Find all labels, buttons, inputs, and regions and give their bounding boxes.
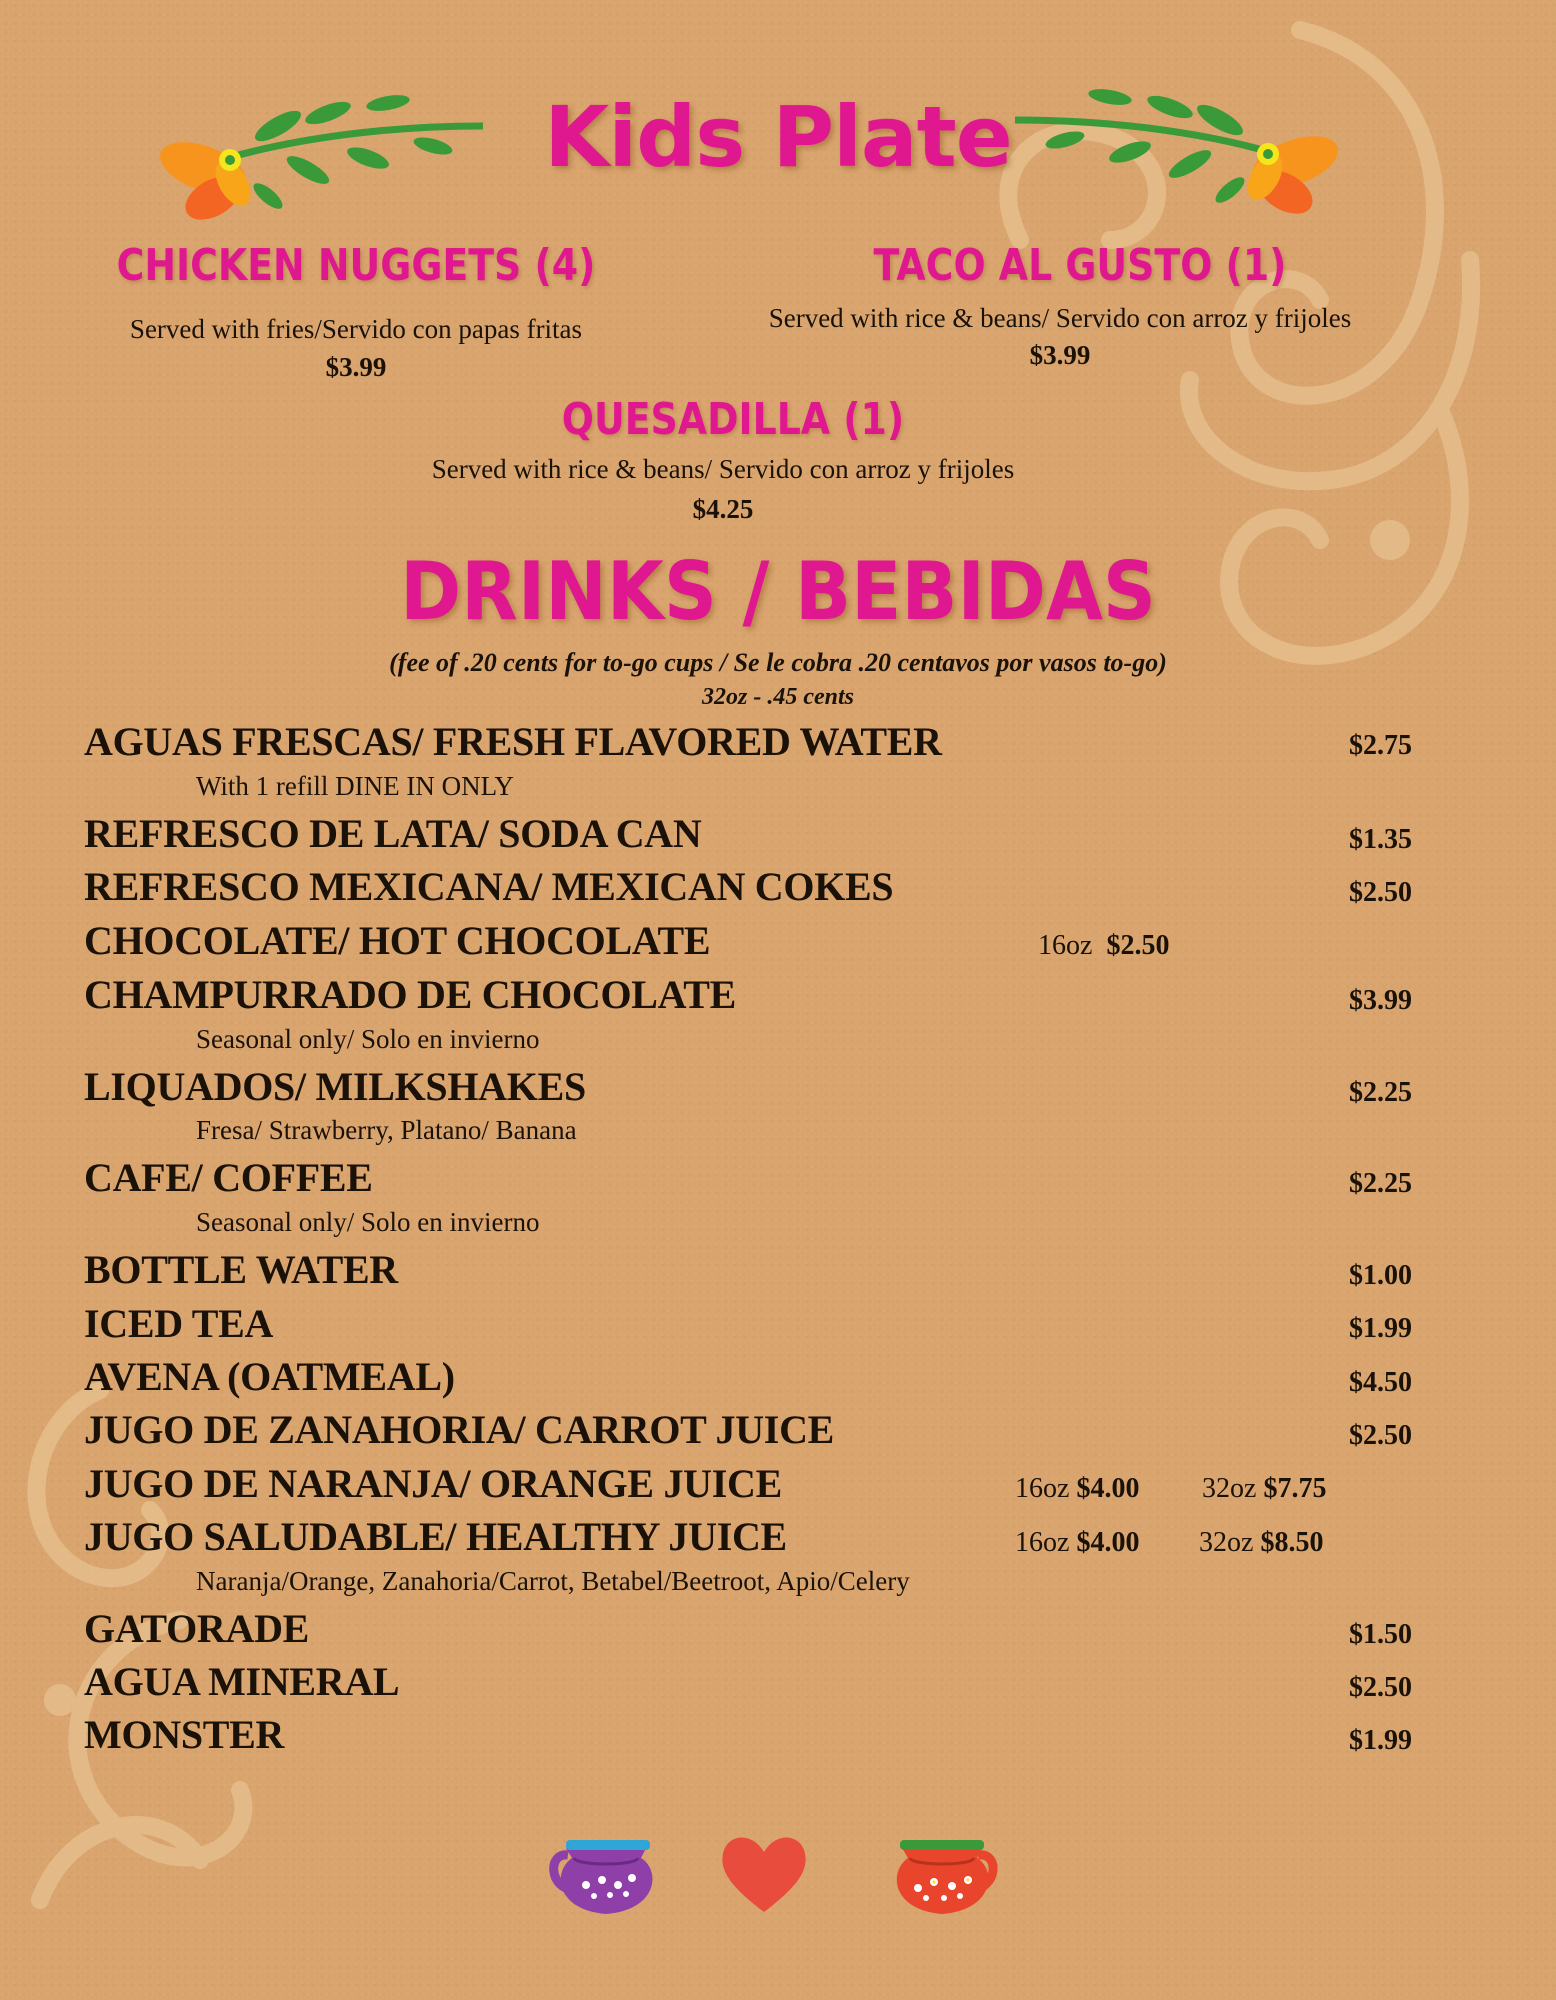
drink-name: LIQUADOS/ MILKSHAKES bbox=[84, 1064, 586, 1109]
drink-name: CHOCOLATE/ HOT CHOCOLATE bbox=[84, 918, 711, 963]
size-label: 32oz bbox=[1199, 1527, 1254, 1558]
drink-name: AVENA (OATMEAL) bbox=[84, 1354, 455, 1399]
drink-name: JUGO SALUDABLE/ HEALTHY JUICE bbox=[84, 1514, 787, 1559]
size-price bbox=[1015, 1473, 1139, 1505]
size-price-value: $8.50 bbox=[1260, 1527, 1324, 1558]
kids-item-price: $4.25 bbox=[692, 494, 754, 524]
drink-price: $1.99 bbox=[1349, 1313, 1412, 1344]
drink-price: $3.99 bbox=[1349, 985, 1412, 1016]
to-go-fee-note-32oz: 32oz - .45 cents bbox=[702, 684, 854, 710]
drink-price: $2.50 bbox=[1349, 877, 1412, 908]
drink-name: JUGO DE ZANAHORIA/ CARROT JUICE bbox=[84, 1407, 835, 1452]
drink-price: $2.50 bbox=[1349, 1672, 1412, 1703]
flower-branch-icon bbox=[1010, 72, 1340, 222]
kids-item-desc: Served with rice & beans/ Servido con arroz y frijoles bbox=[431, 454, 1015, 484]
drink-subtext: Fresa/ Strawberry, Platano/ Banana bbox=[196, 1115, 577, 1145]
to-go-fee-note: (fee of .20 cents for to-go cups / Se le cobra .20 centavos por vasos to-go) bbox=[389, 648, 1167, 677]
size-price-value: $4.00 bbox=[1076, 1527, 1140, 1558]
kids-item-name: QUESADILLA (1) bbox=[561, 394, 905, 445]
drink-name: REFRESCO DE LATA/ SODA CAN bbox=[84, 811, 702, 856]
drink-price: $1.99 bbox=[1349, 1725, 1412, 1756]
drink-price: $2.50 bbox=[1349, 1420, 1412, 1451]
clay-jar-icon bbox=[546, 1830, 666, 1920]
size-label: 32oz bbox=[1202, 1473, 1257, 1504]
drink-subtext: Naranja/Orange, Zanahoria/Carrot, Betabel/Beetroot, Apio/Celery bbox=[196, 1566, 910, 1596]
clay-jar-icon bbox=[882, 1830, 1002, 1920]
kids-plate-title: Kids Plate bbox=[544, 88, 1012, 186]
drink-name: AGUAS FRESCAS/ FRESH FLAVORED WATER bbox=[84, 719, 942, 764]
drink-name: AGUA MINERAL bbox=[84, 1659, 400, 1704]
size-label: 16oz bbox=[1015, 1473, 1070, 1504]
size-label: 16oz bbox=[1015, 1527, 1070, 1558]
drink-price: $4.50 bbox=[1349, 1367, 1412, 1398]
heart-icon bbox=[718, 1830, 810, 1916]
drink-price: $2.25 bbox=[1349, 1077, 1412, 1108]
kids-item-price: $3.99 bbox=[325, 352, 387, 382]
kids-item-desc: Served with rice & beans/ Servido con arroz y frijoles bbox=[768, 303, 1352, 333]
kids-item-name: TACO AL GUSTO (1) bbox=[873, 240, 1287, 291]
drink-price: $2.75 bbox=[1349, 730, 1412, 761]
drink-name: BOTTLE WATER bbox=[84, 1247, 398, 1292]
size-price bbox=[1015, 1527, 1139, 1559]
drink-price: $1.00 bbox=[1349, 1260, 1412, 1291]
size-label: 16oz bbox=[1038, 930, 1093, 961]
kids-item-name: CHICKEN NUGGETS (4) bbox=[116, 240, 596, 291]
drink-name: CAFE/ COFFEE bbox=[84, 1155, 373, 1200]
kids-item-price: $3.99 bbox=[1029, 340, 1091, 370]
drink-name: CHAMPURRADO DE CHOCOLATE bbox=[84, 972, 737, 1017]
drink-price: $1.50 bbox=[1349, 1619, 1412, 1650]
drink-name: ICED TEA bbox=[84, 1301, 274, 1346]
drink-name: REFRESCO MEXICANA/ MEXICAN COKES bbox=[84, 864, 894, 909]
drink-subtext: Seasonal only/ Solo en invierno bbox=[196, 1207, 540, 1237]
size-price bbox=[1202, 1473, 1326, 1505]
drink-price: $2.25 bbox=[1349, 1168, 1412, 1199]
drink-name: JUGO DE NARANJA/ ORANGE JUICE bbox=[84, 1461, 782, 1506]
drink-name: GATORADE bbox=[84, 1606, 310, 1651]
drinks-title: DRINKS / BEBIDAS bbox=[400, 545, 1156, 638]
drink-name: MONSTER bbox=[84, 1712, 285, 1757]
size-price-value: $4.00 bbox=[1076, 1473, 1140, 1504]
drink-subtext: With 1 refill DINE IN ONLY bbox=[196, 771, 514, 801]
size-price bbox=[1038, 930, 1169, 962]
size-price-value: $7.75 bbox=[1263, 1473, 1327, 1504]
size-price-value: $2.50 bbox=[1106, 930, 1170, 961]
kids-item-desc: Served with fries/Servido con papas fritas bbox=[129, 314, 583, 344]
drink-price: $1.35 bbox=[1349, 824, 1412, 855]
flower-branch-icon bbox=[158, 78, 488, 228]
size-price bbox=[1199, 1527, 1323, 1559]
drink-subtext: Seasonal only/ Solo en invierno bbox=[196, 1024, 540, 1054]
